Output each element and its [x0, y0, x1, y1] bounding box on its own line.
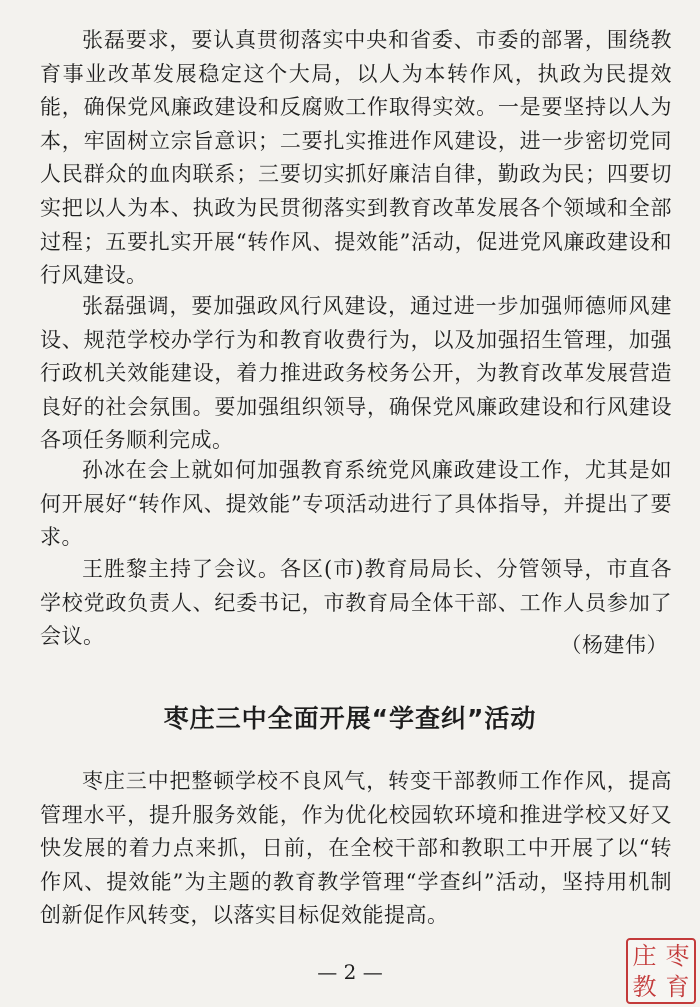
article-paragraph-3: 孙冰在会上就如何加强教育系统党风廉政建设工作，尤其是如何开展好“转作风、提效能”专项活动进行了具体指导，并提出了要求。: [40, 458, 672, 550]
page-number: — 2 —: [317, 960, 383, 984]
seal-char: 教: [632, 972, 657, 1001]
seal-char: 枣: [665, 941, 690, 970]
article-paragraph-2: 张磊强调，要加强政风行风建设，通过进一步加强师德师风建设、规范学校办学行为和教育收费行为，以及加强招生管理，加强行政机关效能建设，着力推进政务校务公开，为教育改革发展营造良好的社会氛围。要加强组织领导，确保党风廉政建设和行风建设各项任务顺利完成。: [40, 294, 672, 453]
seal-stamp: [626, 938, 696, 1004]
seal-char: 庄: [632, 941, 657, 970]
seal-char: 育: [665, 972, 690, 1001]
new-article-paragraph: 枣庄三中把整顿学校不良风气，转变干部教师工作作风，提高管理水平，提升服务效能，作为优化校园软环境和推进学校又好又快发展的着力点来抓，日前，在全校干部和教职工中开展了以“转作风、提效能”为主题的教育教学管理“学查纠”活动，坚持用机制创新促作风转变，以落实目标促效能提高。: [40, 769, 672, 928]
article-byline: （杨建伟）: [560, 633, 668, 657]
article-paragraph-4: 王胜黎主持了会议。各区(市)教育局局长、分管领导，市直各学校党政负责人、纪委书记，市教育局全体干部、工作人员参加了会议。: [40, 557, 672, 649]
article-paragraph-1: 张磊要求，要认真贯彻落实中央和省委、市委的部署，围绕教育事业改革发展稳定这个大局，以人为本转作风，执政为民提效能，确保党风廉政建设和反腐败工作取得实效。一是要坚持以人为本，牢固树立宗旨意识；二要扎实推进作风建设，进一步密切党同人民群众的血肉联系；三要切实抓好廉洁自律，勤政为民；四要切实把以人为本、执政为民贯彻落实到教育改革发展各个领域和全部过程；五要扎实开展“转作风、提效能”活动，促进党风廉政建设和行风建设。: [40, 28, 672, 288]
article-title: 枣庄三中全面开展“学查纠”活动: [163, 704, 537, 733]
